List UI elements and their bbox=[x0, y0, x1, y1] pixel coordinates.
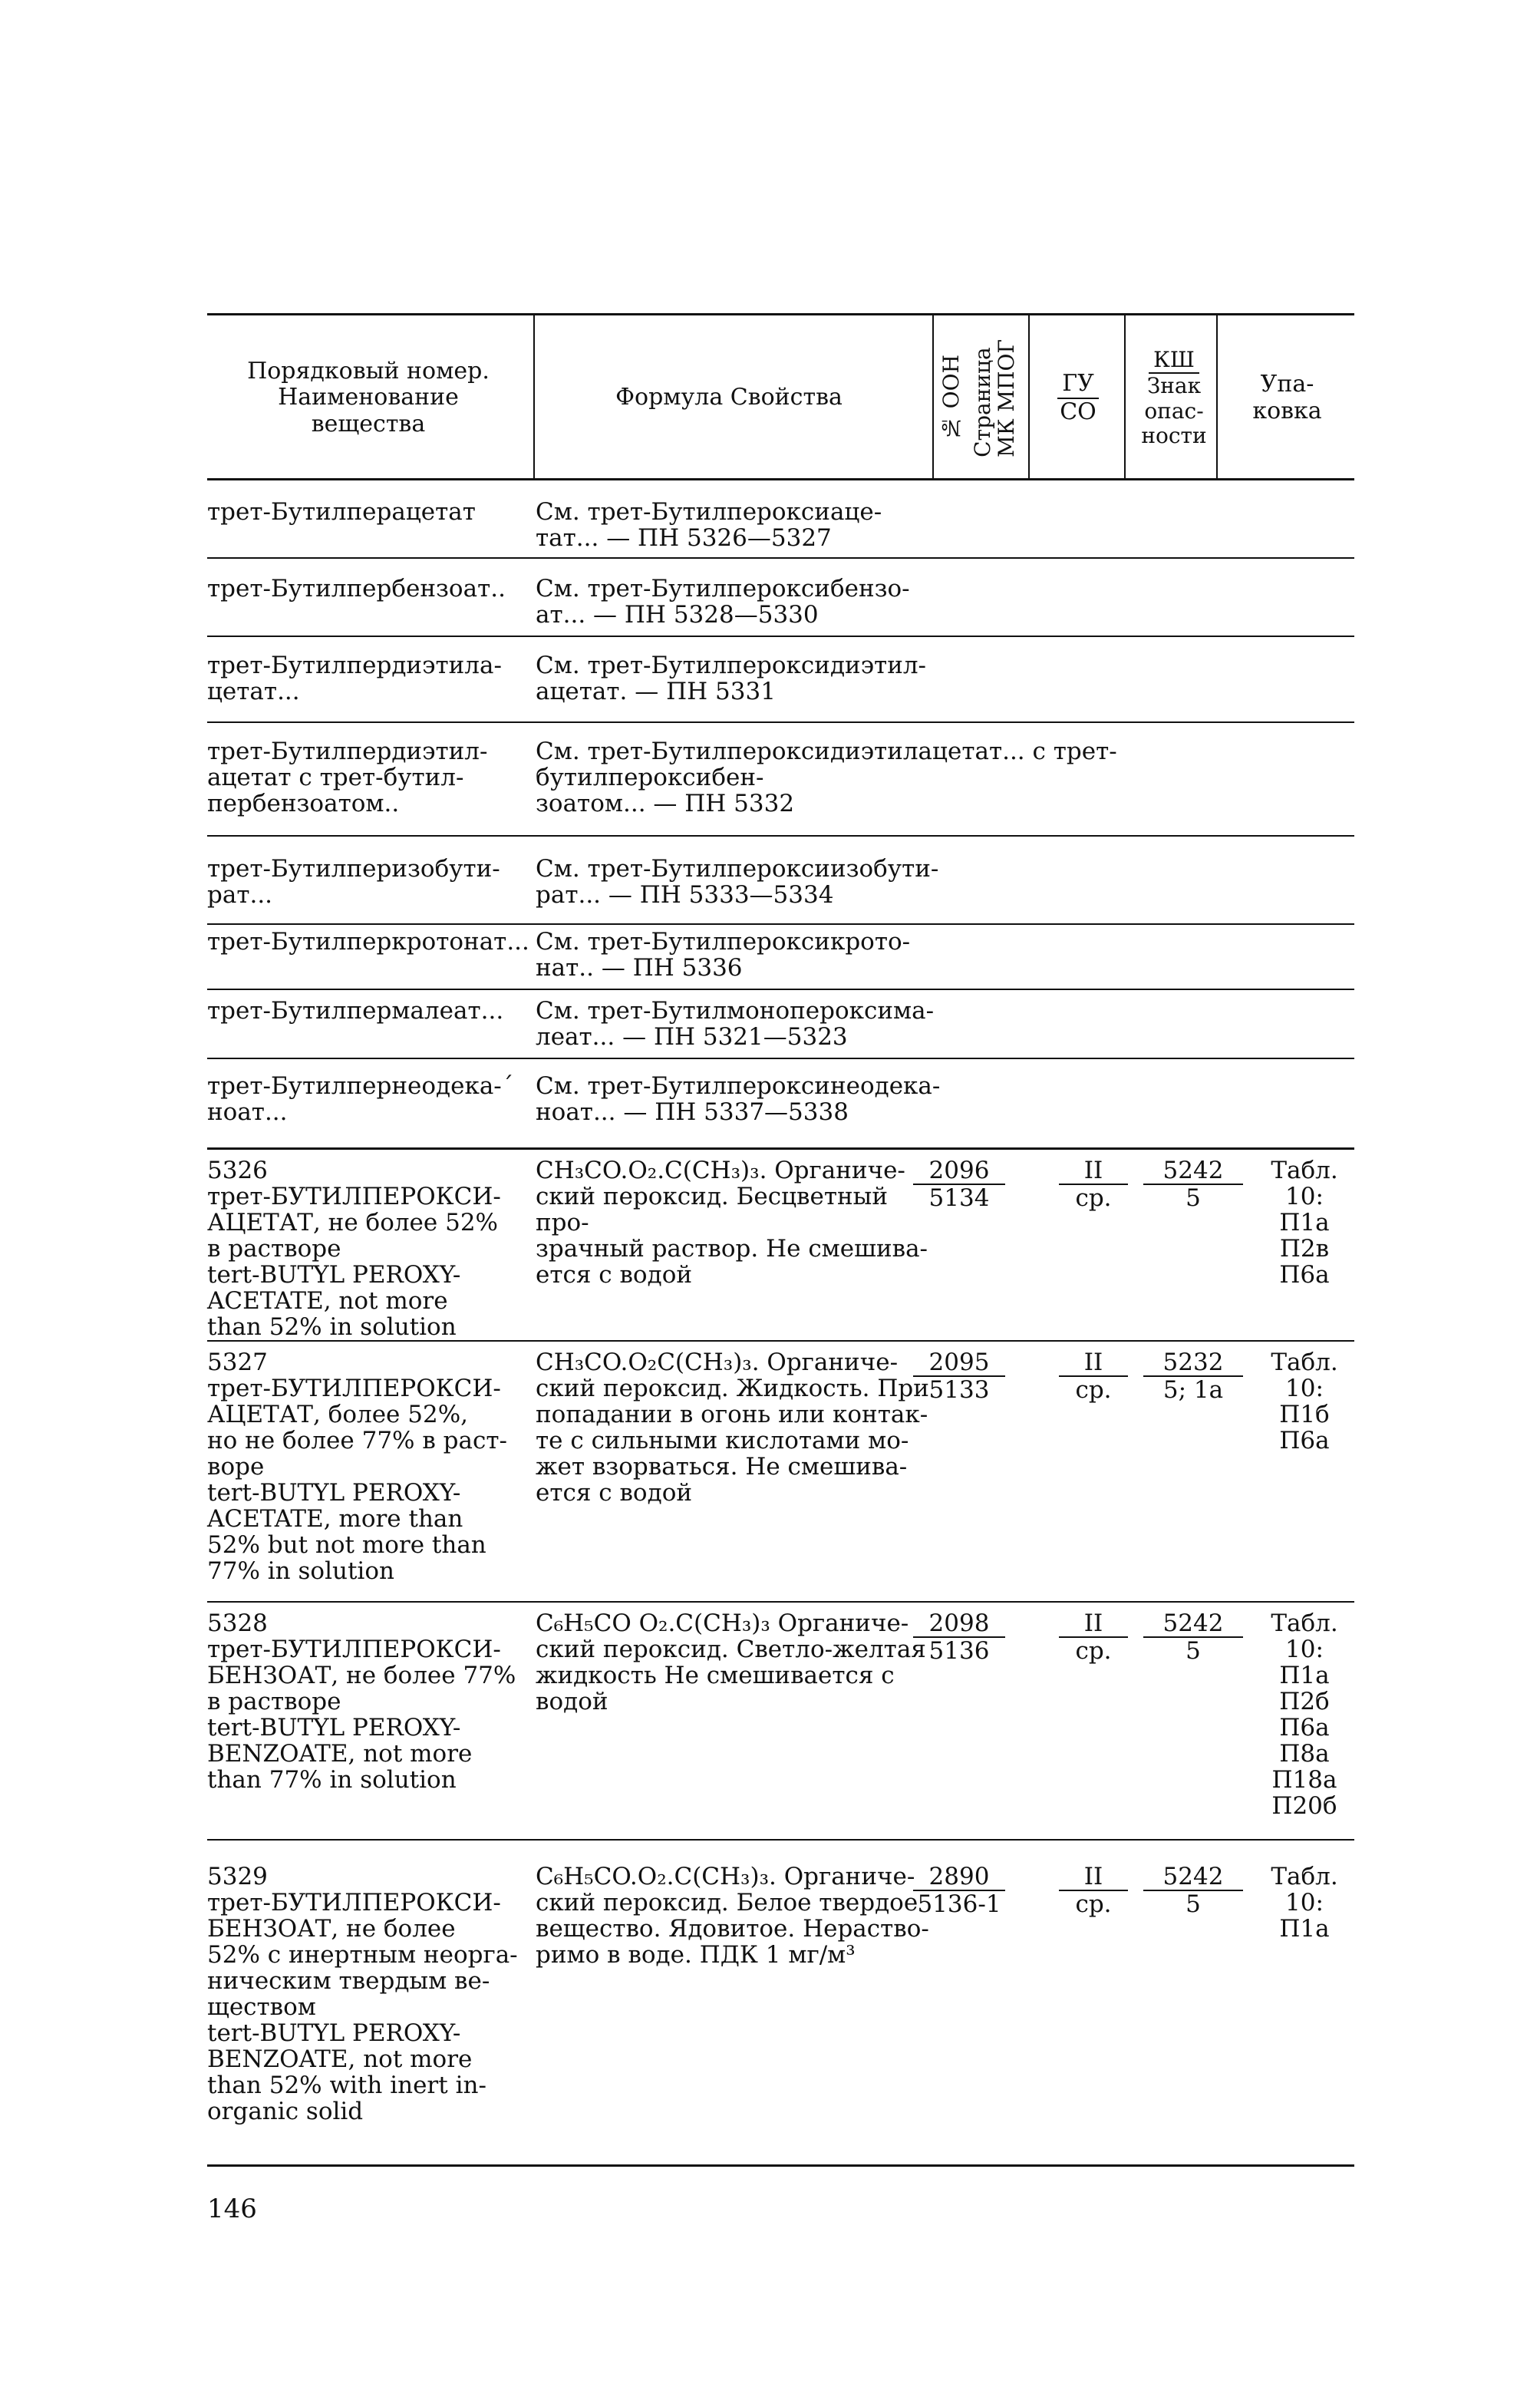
ref-name: трет-Бутилпердиэтила- цетат... bbox=[207, 652, 502, 705]
entry-properties: CH₃CO.O₂.C(CH₃)₃. Органиче- ский пероксид. Бесцветный про- зрачный раствор. Не смешива- ется с водой bbox=[536, 1157, 928, 1289]
table-header bbox=[207, 313, 1354, 480]
entry-name: 5326 трет-БУТИЛПЕРОКСИ- АЦЕТАТ, не более 52% в растворе tert-BUTYL PEROXY- ACETATE, not more than 52% in solution bbox=[207, 1157, 501, 1341]
entry-ksh: 5242 5 bbox=[1143, 1157, 1243, 1211]
entry-ksh: 5242 5 bbox=[1143, 1610, 1243, 1664]
ref-text: См. трет-Бутилпероксидиэтилацетат... с трет-бутилпероксибен- зоатом... — ПН 5332 bbox=[536, 738, 1117, 817]
entry-un-page: 2096 5134 bbox=[913, 1157, 1005, 1211]
entry-un-page: 2098 5136 bbox=[913, 1610, 1005, 1664]
entry-properties: CH₃CO.O₂C(CH₃)₃. Органиче- ский пероксид. Жидкость. При попадании в огонь или контак- те с сильными кислотами мо- жет взорваться. Не смешива- ется с водой bbox=[536, 1349, 929, 1507]
entry-name: 5328 трет-БУТИЛПЕРОКСИ- БЕНЗОАТ, не более 77% в растворе tert-BUTYL PEROXY- BENZOATE, not more than 77% in solution bbox=[207, 1609, 516, 1794]
ref-row bbox=[207, 652, 1354, 723]
ref-row bbox=[207, 1073, 1354, 1150]
entry-packing: Табл. 10: П1а П2в П6а bbox=[1271, 1157, 1338, 1289]
ref-name: трет-Бутилперкротонат... bbox=[207, 928, 529, 956]
ref-row bbox=[207, 576, 1354, 637]
ref-name: трет-Бутилпербензоат.. bbox=[207, 575, 506, 603]
page-number: 146 bbox=[207, 2194, 257, 2224]
entry-properties: C₆H₅CO O₂.C(CH₃)₃ Органиче- ский пероксид. Светло-желтая жидкость Не смешивается с водой bbox=[536, 1609, 926, 1715]
entry-row bbox=[207, 1157, 1354, 1342]
entry-gu: II ср. bbox=[1059, 1157, 1128, 1211]
entry-ksh: 5242 5 bbox=[1143, 1864, 1243, 1917]
ref-text: См. трет-Бутилпероксикрото- нат.. — ПН 5336 bbox=[536, 928, 911, 982]
entry-row bbox=[207, 1864, 1354, 2167]
entry-properties: C₆H₅CO.O₂.C(CH₃)₃. Органиче- ский пероксид. Белое твердое вещество. Ядовитое. Нераство- римо в воде. ПДК 1 мг/м³ bbox=[536, 1863, 929, 1969]
entry-packing: Табл. 10: П1а bbox=[1271, 1863, 1338, 1943]
header-packing: Упа- ковка bbox=[1252, 371, 1322, 424]
ref-text: См. трет-Бутилпероксибензо- ат... — ПН 5328—5330 bbox=[536, 575, 910, 629]
header-un-number: № ООН bbox=[938, 355, 964, 441]
header-properties: Формула Свойства bbox=[615, 384, 843, 411]
ref-row bbox=[207, 499, 1354, 559]
entry-packing: Табл. 10: П1б П6а bbox=[1271, 1349, 1338, 1454]
entry-row bbox=[207, 1610, 1354, 1841]
header-gu: $\frac{ГУ}{СО}$ bbox=[1032, 315, 1124, 480]
ref-row bbox=[207, 856, 1354, 925]
ref-text: См. трет-Бутилпероксидиэтил- ацетат. — ПН 5331 bbox=[536, 652, 927, 705]
entry-row bbox=[207, 1349, 1354, 1603]
header-name: Порядковый номер. Наименование вещества bbox=[247, 357, 490, 437]
ref-name: трет-Бутилпермалеат... bbox=[207, 997, 504, 1025]
ref-name: трет-Бутилперацетат bbox=[207, 498, 476, 526]
ref-row bbox=[207, 998, 1354, 1059]
ref-name: трет-Бутилперизобути- рат... bbox=[207, 855, 500, 909]
ref-text: См. трет-Бутилпероксинеодека- ноат... — ПН 5337—5338 bbox=[536, 1072, 941, 1126]
entry-un-page: 2095 5133 bbox=[913, 1349, 1005, 1403]
entry-name: 5329 трет-БУТИЛПЕРОКСИ- БЕНЗОАТ, не более 52% с инертным неорга- ническим твердым ве- ществом tert-BUTYL PEROXY- BENZOATE, not more than 52% with inert in- organic solid bbox=[207, 1863, 518, 2125]
ref-row bbox=[207, 738, 1354, 837]
ref-name: трет-Бутилпернеодека-´ ноат... bbox=[207, 1072, 514, 1126]
header-ksh: КШ Знак опас- ности bbox=[1141, 347, 1207, 448]
ref-name: трет-Бутилпердиэтил- ацетат с трет-бутил- пербензоатом.. bbox=[207, 738, 488, 817]
ref-text: См. трет-Бутилпероксиаце- тат... — ПН 5326—5327 bbox=[536, 498, 882, 552]
ref-text: См. трет-Бутилмонопероксима- леат... — ПН 5321—5323 bbox=[536, 997, 935, 1051]
header-page: Страница МК МПОГ bbox=[970, 338, 1019, 457]
entry-name: 5327 трет-БУТИЛПЕРОКСИ- АЦЕТАТ, более 52%, но не более 77% в раст- воре tert-BUTYL PEROXY- ACETATE, more than 52% but not more than 77% in solution bbox=[207, 1349, 507, 1585]
entry-gu: II ср. bbox=[1059, 1864, 1128, 1917]
entry-gu: II ср. bbox=[1059, 1610, 1128, 1664]
entry-gu: II ср. bbox=[1059, 1349, 1128, 1403]
entry-ksh: 5232 5; 1а bbox=[1143, 1349, 1243, 1403]
entry-un-page: 2890 5136-1 bbox=[913, 1864, 1005, 1917]
ref-text: См. трет-Бутилпероксиизобути- рат... — ПН 5333—5334 bbox=[536, 855, 939, 909]
ref-row bbox=[207, 929, 1354, 990]
entry-packing: Табл. 10: П1а П2б П6а П8а П18а П20б bbox=[1271, 1609, 1338, 1820]
